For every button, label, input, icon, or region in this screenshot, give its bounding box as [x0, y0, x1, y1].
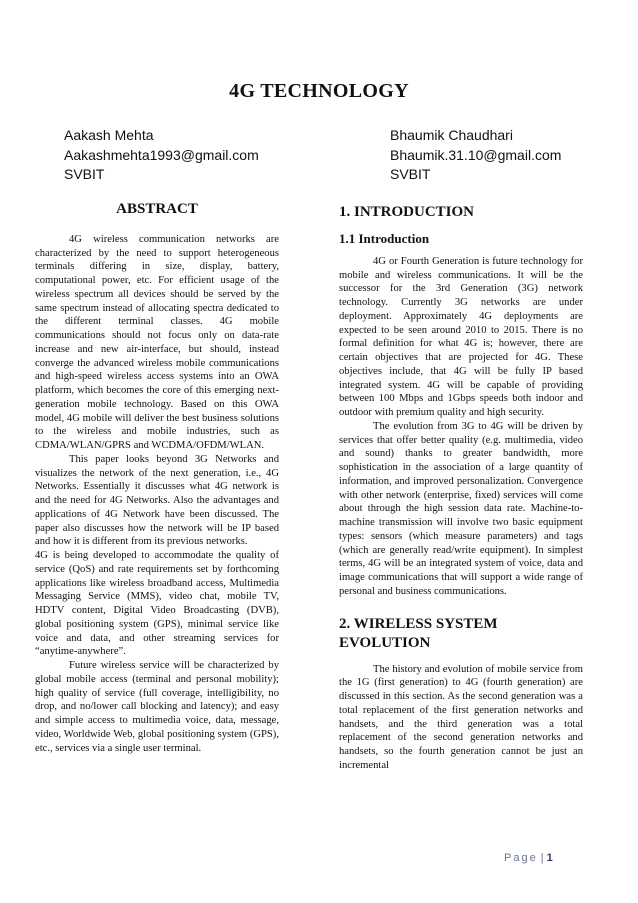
left-column	[35, 200, 279, 755]
abstract-paragraph-4: Future wireless service will be characterized by global mobile access (terminal and personal mobility); high quality of service (full coverage, intelligibility, no drop, and no/lower call blocking and latency); and easy and simple access to multimedia voice, data, message, video, Worldwide Web, global positioning system (GPS), etc., services via a single user terminal.	[35, 660, 279, 754]
abstract-heading: ABSTRACT	[116, 201, 198, 217]
section-1-paragraph-2: The evolution from 3G to 4G will be driven by services that offer better quality (e.g. multimedia, video and sound) thanks to greater bandwidth, more sophistication in the association of a large quantity of information, and improved personalization. Convergence with other network (enterprise, fixed) services will come about through the high session data rate. Machine-to-machine transmission will involve two basic equipment types: sensors (which measure parameters) and tags (which are generally read/write equipment). In simplest terms, 4G will be an integrated system of voice, data and image communications that will support a wide range of personal and business communications.	[339, 420, 583, 597]
abstract-paragraph-1: 4G wireless communication networks are characterized by the need to support heterogeneous terminals differing in size, display, battery, computational power, etc. For efficient usage of the wireless spectrum all devices should be served by the same spectrum instead of allocating spectra dedicated to the different terminal classes. 4G mobile communications should not focus only on data-rate increase and new air-interface, but should, instead converge the advanced wireless mobile communications and high-speed wireless access systems into an OWA platform, which becomes the core of this emerging next-generation mobile technology. Based on this OWA model, 4G mobile will deliver the best business solutions to the wireless and mobile industries, such as CDMA/WLAN/GPRS and WCDMA/OFDM/WLAN.	[35, 233, 279, 451]
section-1-1-heading: 1.1 Introduction	[339, 231, 430, 246]
page-label: Page	[504, 852, 538, 864]
paper-title: 4G TECHNOLOGY	[229, 80, 409, 102]
section-1-paragraph-1: 4G or Fourth Generation is future technology for mobile and wireless communications. It will be the successor for the 3rd Generation (3G) network technology. Currently 3G networks are under deployment. Approximately 4G deployments are expected to be seen around 2010 to 2015. There is no formal definition for what 4G is; however, there are certain objectives that are projected for 4G. These objectives include, that 4G will be fully IP based integrated system. 4G will be capable of providing between 100 Mbps and 1Gbps speeds both indoor and outdoor with premium quality and high security.	[339, 255, 583, 418]
author-block-1	[64, 126, 259, 185]
abstract-paragraph-2: This paper looks beyond 3G Networks and visualizes the network of the next generation, i.e., 4G Networks. Essentially it discusses what 4G network is and the need for 4G Networks. Also the advantages and applications of 4G Network have been discussed. The paper also discusses how the network will be IP based and how it is different from its previous networks.	[35, 453, 279, 548]
author-block-2	[390, 126, 561, 185]
section-2-heading: 2. WIRELESS SYSTEM EVOLUTION	[339, 615, 498, 651]
page-footer	[504, 852, 553, 864]
author-affiliation: SVBIT	[390, 166, 431, 182]
section-2-paragraph-1: The history and evolution of mobile service from the 1G (first generation) to 4G (fourth generation) are discussed in this section. As the second generation was a total replacement of the first generation networks and handsets, and the third generation was a total replacement of the second generation networks and handsets, so the fourth generation cannot be just an incremental	[339, 663, 583, 771]
author-name: Aakash Mehta	[64, 127, 154, 143]
author-email: Aakashmehta1993@gmail.com	[64, 146, 259, 163]
author-name: Bhaumik Chaudhari	[390, 127, 513, 143]
abstract-paragraph-3: 4G is being developed to accommodate the quality of service (QoS) and rate requirements set by forthcoming applications like wireless broadband access, Multimedia Messaging Service (MMS), video chat, mobile TV, HDTV content, Digital Video Broadcasting (DVB), global positioning system (GPS), minimal service like voice and data, and other streaming services for “anytime-anywhere”.	[35, 550, 279, 658]
author-email: Bhaumik.31.10@gmail.com	[390, 146, 562, 163]
author-affiliation: SVBIT	[64, 166, 105, 182]
section-1-heading: 1. INTRODUCTION	[339, 204, 475, 220]
footer-divider: |	[540, 852, 544, 864]
right-column	[339, 200, 583, 773]
page-number: 1	[546, 852, 553, 864]
